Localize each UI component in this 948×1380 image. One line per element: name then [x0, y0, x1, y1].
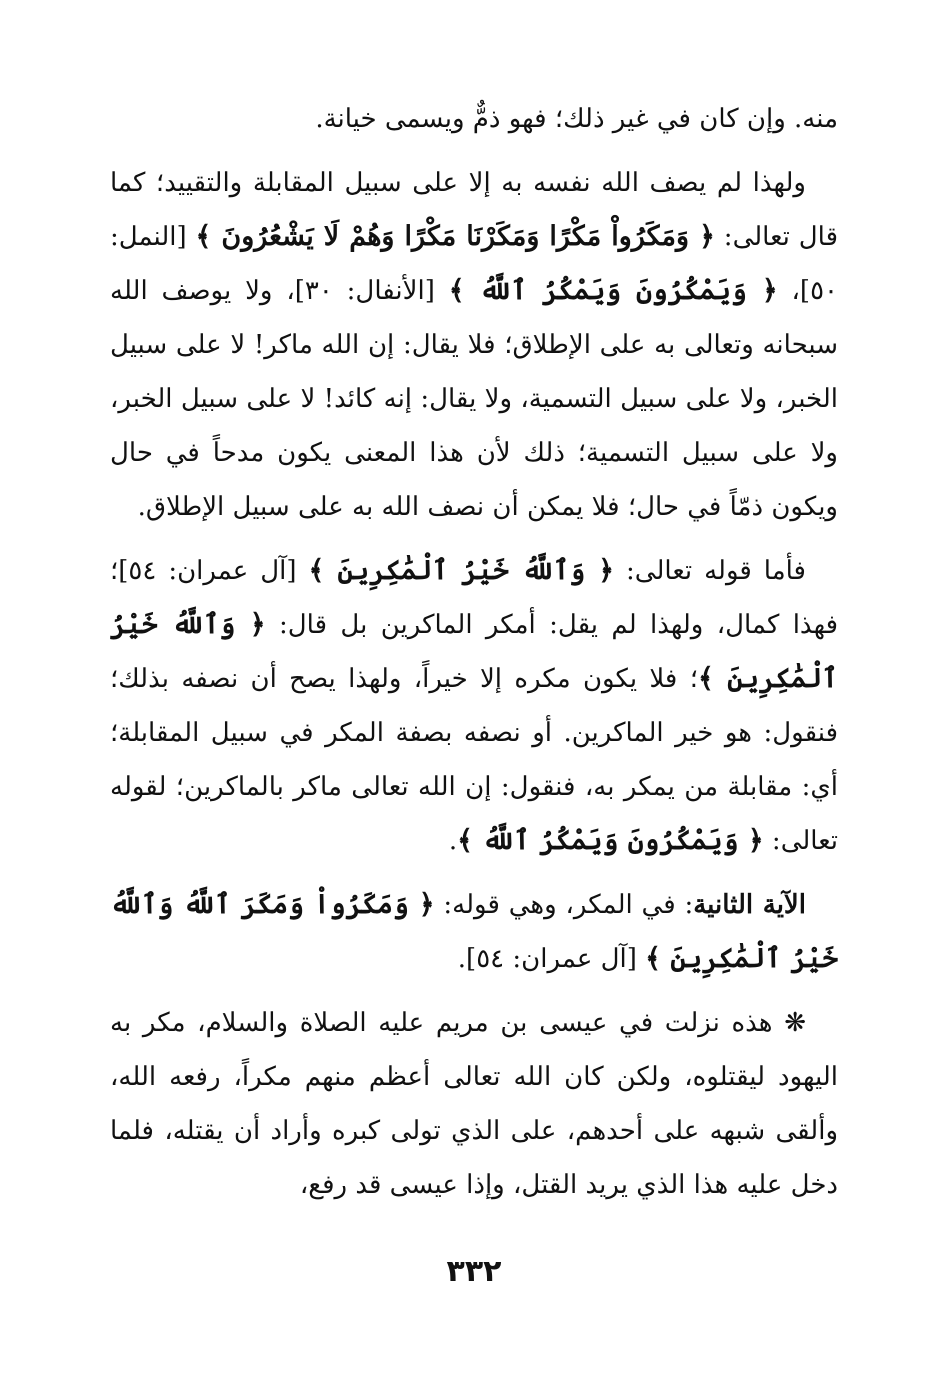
quran-verse-naml-50: ﴿ وَمَكَرُواْ مَكْرًا وَمَكَرْنَا مَكْرًا وَهُمْ لَا يَشْعُرُونَ ﴾ — [195, 221, 715, 252]
paragraph-3-text-3: ؛ فلا يكون مكره إلا خيراً، ولهذا يصح أن نصفه بذلك؛ فنقول: هو خير الماكرين. أو نصفه بصفة المكر في سبيل المقابلة؛ أي: مقابلة من يمكر به، فنقول: إن الله تعالى ماكر بالماكرين؛ لقوله تعالى: — [110, 664, 838, 856]
quran-verse-anfal-30: ﴿ وَيَمْكُرُونَ وَيَمْكُرُ ٱللَّهُ ﴾ — [448, 275, 778, 306]
paragraph-3 — [110, 544, 838, 868]
quran-verse-khayr-al-makirin: ﴿ وَٱللَّهُ خَيْرُ ٱلْمَٰكِرِينَ ﴾ — [110, 609, 839, 694]
paragraph-3-text-1: فأما قوله تعالى: — [614, 556, 806, 586]
paragraph-4-text-2: [آل عمران: ٥٤]. — [457, 944, 646, 974]
paragraph-4 — [110, 878, 838, 986]
paragraph-3-text-4: . — [448, 826, 458, 856]
paragraph-4-text-1: : في المكر، وهي قوله: — [434, 890, 694, 920]
paragraph-2-text-3: [الأنفال: ٣٠]، ولا يوصف الله سبحانه وتعالى به على الإطلاق؛ فلا يقال: إن الله ماكر! لا على سبيل الخبر، ولا على سبيل التسمية، ولا يقال: إنه كائد! لا على سبيل الخبر، ولا على سبيل التسمية؛ ذلك لأن هذا المعنى يكون مدحاً في حال ويكون ذمّاً في حال؛ فلا يمكن أن نصف الله به على سبيل الإطلاق. — [110, 276, 838, 522]
section-heading: الآية الثانية — [693, 890, 806, 920]
paragraph-2-text-2: [النمل: ٥٠]، — [110, 222, 838, 306]
page-body — [110, 92, 838, 1212]
quran-verse-al-imran-54-full: ﴿ وَمَكَرُواْ وَمَكَرَ ٱللَّهُ وَٱللَّهُ خَيْرُ ٱلْمَٰكِرِينَ ﴾ — [110, 889, 838, 974]
paragraph-5: ❋ هذه نزلت في عيسى بن مريم عليه الصلاة والسلام، مكر به اليهود ليقتلوه، ولكن كان الله تعالى أعظم منهم مكراً، رفعه الله، وألقى شبهه على أحدهم، على الذي تولى كبره وأراد أن يقتله، فلما دخل عليه هذا الذي يريد القتل، وإذا عيسى قد رفع، — [110, 1008, 838, 1200]
paragraph-2 — [110, 156, 838, 534]
quran-verse-yamkurun: ﴿ وَيَمْكُرُونَ وَيَمْكُرُ ٱللَّهُ ﴾ — [457, 825, 764, 856]
paragraph-3-text-2: [آل عمران: ٥٤]؛ فهذا كمال، ولهذا لم يقل: أمكر الماكرين بل قال: — [110, 556, 838, 640]
paragraph-2-text-1: ولهذا لم يصف الله نفسه به إلا على سبيل المقابلة والتقييد؛ كما قال تعالى: — [110, 168, 838, 252]
page-number: ٣٣٢ — [446, 1254, 502, 1289]
quran-verse-al-imran-54: ﴿ وَٱللَّهُ خَيْرُ ٱلْمَٰكِرِينَ ﴾ — [308, 555, 615, 586]
paragraph-1: منه. وإن كان في غير ذلك؛ فهو ذمٌّ ويسمى خيانة. — [315, 104, 838, 134]
